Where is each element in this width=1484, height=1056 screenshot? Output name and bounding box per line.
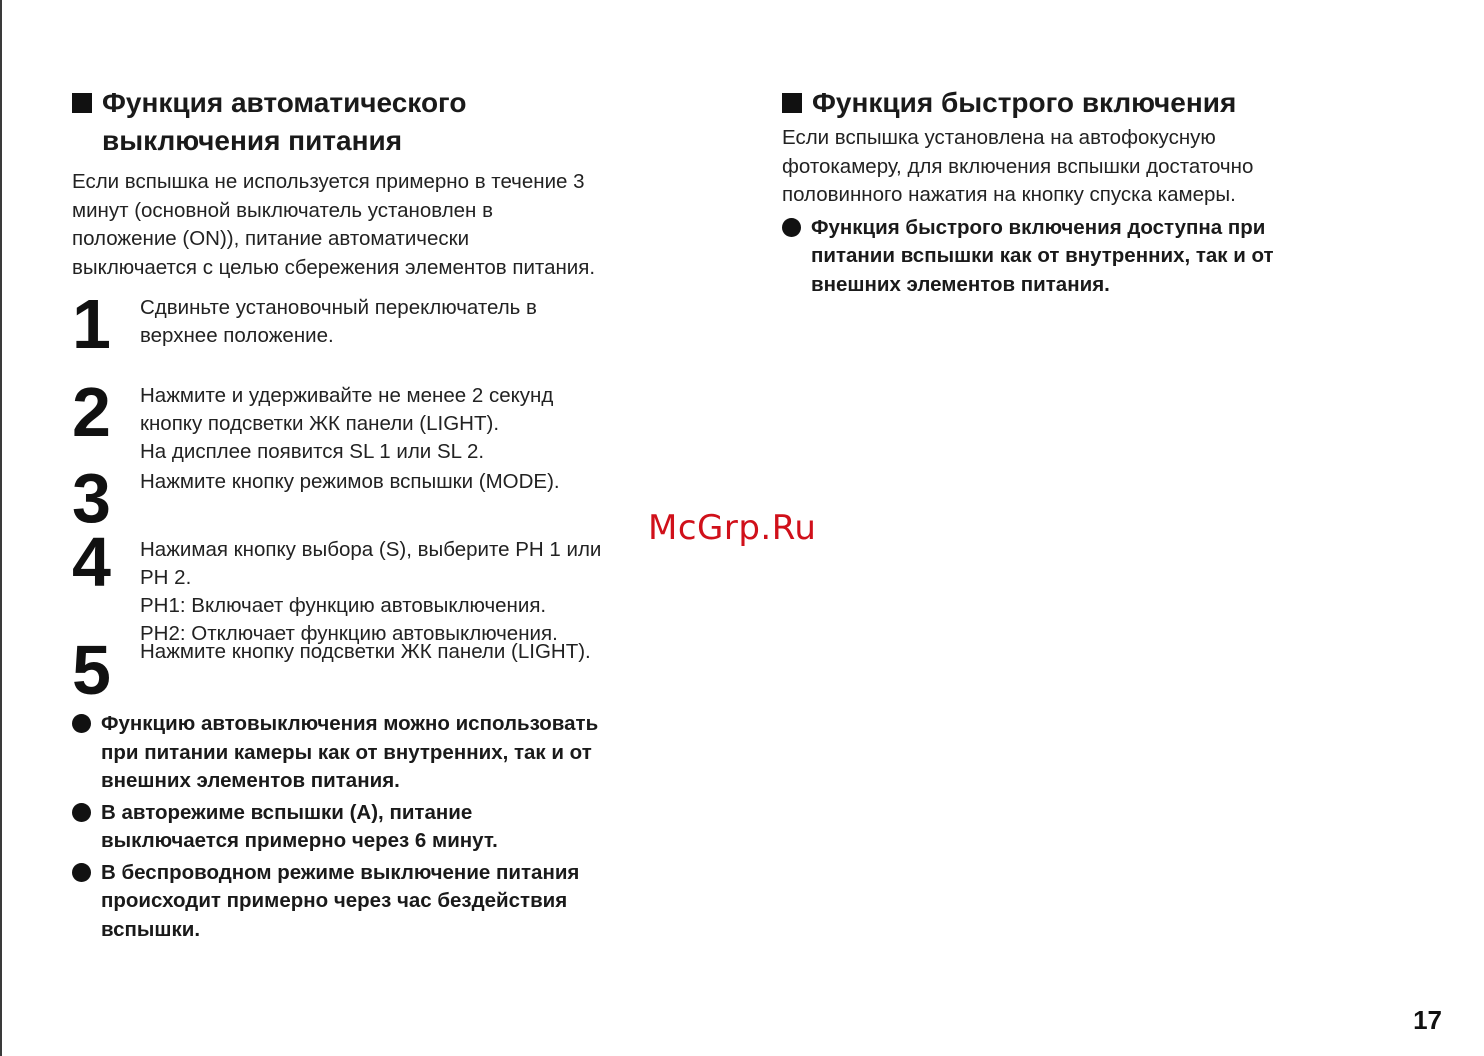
watermark: McGrp.Ru [648,508,817,548]
square-bullet-icon [782,93,802,113]
step-1 [72,285,732,380]
notes-list [72,710,732,944]
quick-on-intro: Если вспышка установлена на автофокусную фотокамеру, для включения вспышки достаточно половинного нажатия на кнопку спуска камеры. [782,126,1254,206]
auto-power-off-intro: Если вспышка не используется примерно в течение 3 минут (основной выключатель установлен в положение (ON)), питание автоматически выключается с целью сбережения элементов питания. [72,170,596,279]
step-2 [72,373,732,466]
bullet-dot-icon [72,714,91,733]
bullet-dot-icon [72,803,91,822]
page-edge-line [0,0,2,1056]
step-number: 3 [72,459,111,537]
note-text: В беспроводном режиме выключение питания происходит примерно через час бездействия вспышки. [101,860,580,941]
note-item [72,799,732,856]
note-item [72,859,732,945]
auto-power-off-heading-text: Функция автоматического выключения питания [102,87,467,156]
right-column [782,84,1422,302]
quick-on-heading-text: Функция быстрого включения [812,87,1237,118]
step-text: Нажимая кнопку выбора (S), выберите PH 1 или PH 2. PH1: Включает функцию автовыключения. PH2: Отключает функцию автовыключения. [140,538,602,645]
step-5 [72,631,732,709]
step-text: Нажмите и удерживайте не менее 2 секунд кнопку подсветки ЖК панели (LIGHT). На дисплее появится SL 1 или SL 2. [140,384,554,463]
bullet-dot-icon [72,863,91,882]
steps-list [72,285,732,709]
note-text: Функция быстрого включения доступна при питании вспышки как от внутренних, так и от внешних элементов питания. [811,215,1274,296]
note-item [72,710,732,796]
bullet-dot-icon [782,218,801,237]
note-item [782,214,1422,300]
step-4 [72,523,732,645]
left-column [72,84,732,947]
step-number: 4 [72,523,111,601]
step-number: 2 [72,373,111,451]
quick-on-heading [782,84,1422,122]
note-text: В авторежиме вспышки (А), питание выключается примерно через 6 минут. [101,800,498,852]
step-number: 5 [72,631,111,709]
auto-power-off-heading [72,84,732,160]
step-text: Сдвиньте установочный переключатель в верхнее положение. [140,296,537,347]
page-number: 17 [1413,1005,1442,1035]
step-text: Нажмите кнопку режимов вспышки (MODE). [140,470,560,493]
quick-on-notes [782,214,1422,300]
step-3 [72,459,732,537]
square-bullet-icon [72,93,92,113]
step-text: Нажмите кнопку подсветки ЖК панели (LIGHT). [140,640,591,663]
note-text: Функцию автовыключения можно использовать при питании камеры как от внутренних, так и от внешних элементов питания. [101,712,599,792]
step-number: 1 [72,285,111,363]
